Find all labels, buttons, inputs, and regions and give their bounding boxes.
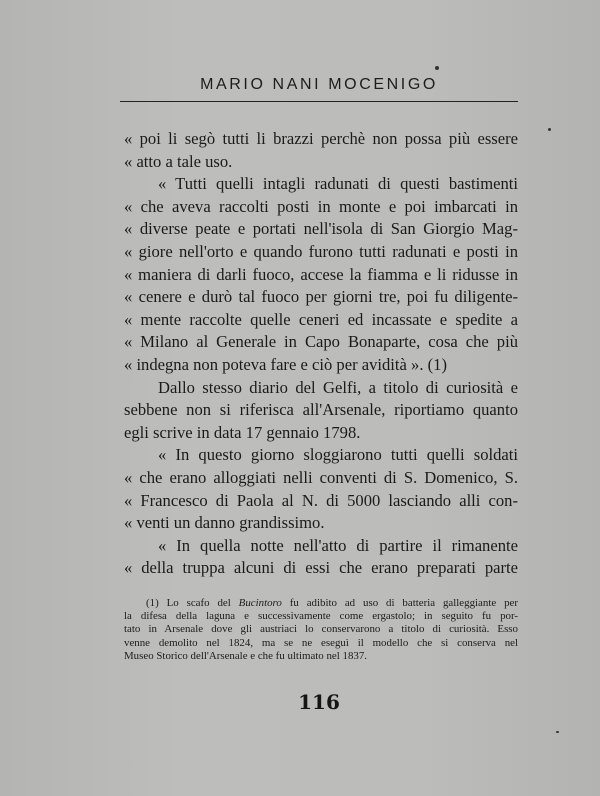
text-line: « In questo giorno sloggiarono tutti quelli soldati — [158, 445, 518, 465]
footnote-line: (1) Lo scafo del Bucintoro fu adibito ad uso di batteria galleggiante per — [146, 597, 518, 609]
text-line: « della truppa alcuni di essi che erano preparati parte — [124, 558, 518, 578]
text-line: « mente raccolte quelle ceneri ed incassate e spedite a — [124, 309, 518, 329]
paper-speck — [548, 128, 551, 131]
text-line: « In quella notte nell'atto di partire il rimanente — [158, 535, 518, 555]
text-line: « diverse peate e portati nell'isola di San Giorgio Mag- — [124, 219, 518, 239]
text-line: « che aveva raccolti posti in monte e poi imbarcati in — [124, 196, 518, 216]
footnote — [124, 597, 518, 663]
text-line: egli scrive in data 17 gennaio 1798. — [124, 422, 361, 442]
text-line: sebbene non si riferisca all'Arsenale, riportiamo quanto — [124, 400, 518, 420]
footnote-line: la difesa della laguna e successivamente come ergastolo; in seguito fu por- — [124, 610, 518, 623]
text-line: « giore nell'orto e quando furono tutti radunati e posti in — [124, 241, 518, 261]
header-rule — [120, 101, 518, 102]
text-line: Dallo stesso diario del Gelfi, a titolo di curiosità e — [158, 377, 518, 397]
text-line: « atto a tale uso. — [124, 151, 233, 171]
text-line: « Francesco di Paola al N. di 5000 lasciando alli con- — [124, 490, 518, 510]
text-line: « poi li segò tutti li brazzi perchè non possa più essere — [124, 129, 518, 148]
text-line: « che erano alloggiati nelli conventi di S. Domenico, S. — [124, 467, 518, 487]
text-line: « cenere e durò tal fuoco per giorni tre, poi fu diligente- — [124, 287, 518, 307]
text-line: « Milano al Generale in Capo Bonaparte, cosa che più — [124, 332, 518, 352]
footnote-line: tato in Arsenale dove gli austriaci lo conservarono a titolo di curiosità. Esso — [124, 623, 518, 636]
main-text — [124, 128, 518, 580]
footnote-line: venne demolito nel 1824, ma se ne eseguì il modello che si conserva nel — [124, 636, 518, 649]
page-number: 116 — [298, 690, 340, 714]
text-line: « Tutti quelli intagli radunati di questi bastimenti — [158, 174, 518, 194]
paper-speck — [435, 66, 439, 70]
text-line: « maniera di darli fuoco, accese la fiamma e li ridusse in — [124, 264, 518, 284]
running-header: MARIO NANI MOCENIGO — [200, 76, 438, 93]
paper-speck — [556, 731, 559, 733]
ship-name: Bucintoro — [238, 597, 282, 609]
footnote-line: Museo Storico dell'Arsenale e che fu ultimato nel 1837. — [124, 649, 368, 662]
text-line: « indegna non poteva fare e ciò per avidità ». (1) — [124, 354, 447, 374]
text-line: « venti un danno grandissimo. — [124, 513, 325, 533]
